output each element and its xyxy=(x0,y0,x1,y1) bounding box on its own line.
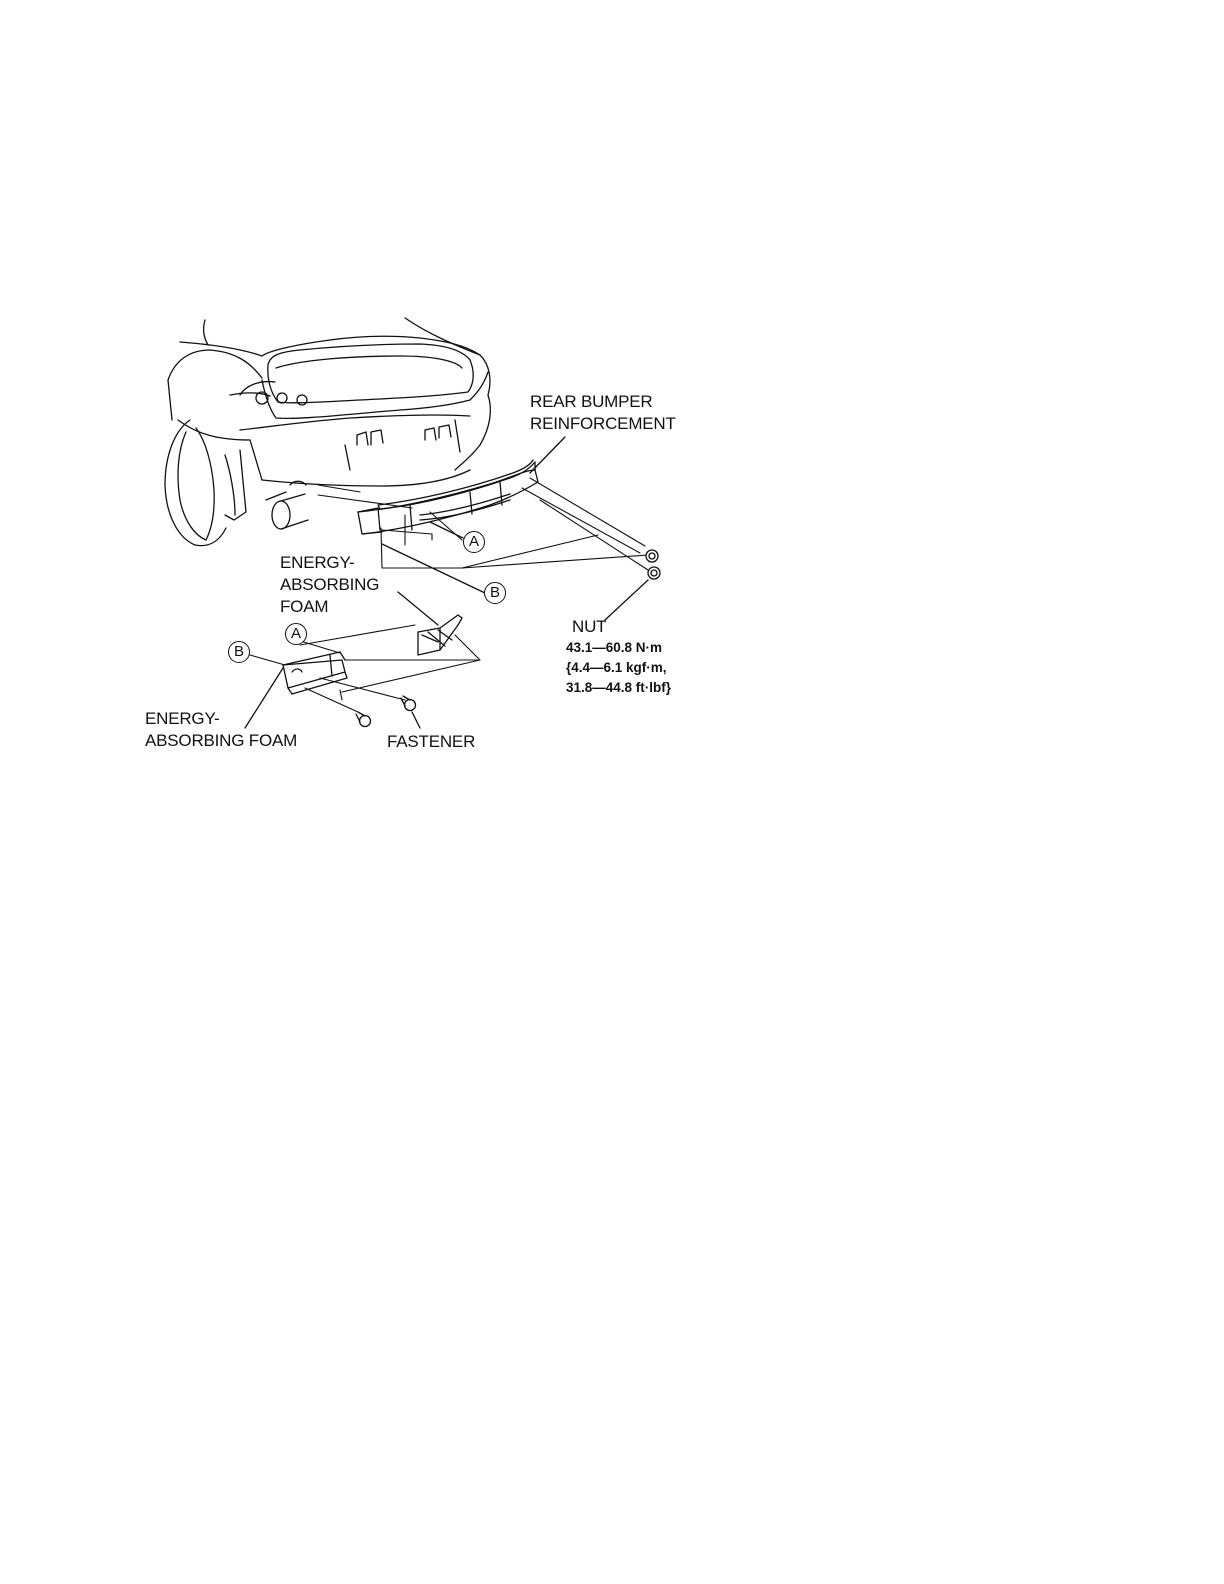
nut-label: NUT xyxy=(572,617,607,636)
trunk-lid xyxy=(268,344,473,403)
callout-a-lower: A xyxy=(285,623,307,645)
nut-torque-spec xyxy=(566,638,671,698)
rear-bumper-reinforcement-line-2: REINFORCEMENT xyxy=(530,414,676,433)
rear-bumper-reinforcement-line-1: REAR BUMPER xyxy=(530,392,653,411)
panel-brackets xyxy=(345,420,460,470)
energy-absorbing-foam-upper-line-3: FOAM xyxy=(280,597,329,616)
rear-bumper-reinforcement-label xyxy=(530,391,676,435)
energy-absorbing-foam-upper-label xyxy=(280,552,379,618)
callout-b-lower: B xyxy=(228,641,250,663)
callout-b-upper: B xyxy=(484,582,506,604)
torque-line-1: 43.1—60.8 N·m xyxy=(566,640,663,655)
lower-guide-lines xyxy=(250,625,480,712)
exhaust-pipe xyxy=(266,481,308,529)
rear-bumper-reinforcement-beam xyxy=(358,460,538,534)
torque-line-3: 31.8—44.8 ft·lbf} xyxy=(566,680,672,695)
energy-absorbing-foam-lower-line-2: ABSORBING FOAM xyxy=(145,731,298,750)
fastener-label: FASTENER xyxy=(387,732,476,751)
energy-absorbing-foam-lower-line-1: ENERGY- xyxy=(145,709,220,728)
energy-absorbing-foam-upper-line-1: ENERGY- xyxy=(280,553,355,572)
callout-a-upper: A xyxy=(463,531,485,553)
energy-absorbing-foam-right xyxy=(398,592,462,655)
energy-absorbing-foam-upper-line-2: ABSORBING xyxy=(280,575,380,594)
leader-lines-upper xyxy=(382,437,565,593)
fastener-pair xyxy=(356,696,420,728)
energy-absorbing-foam-lower-label xyxy=(145,708,297,752)
torque-line-2: {4.4—6.1 kgf·m, xyxy=(566,660,667,675)
